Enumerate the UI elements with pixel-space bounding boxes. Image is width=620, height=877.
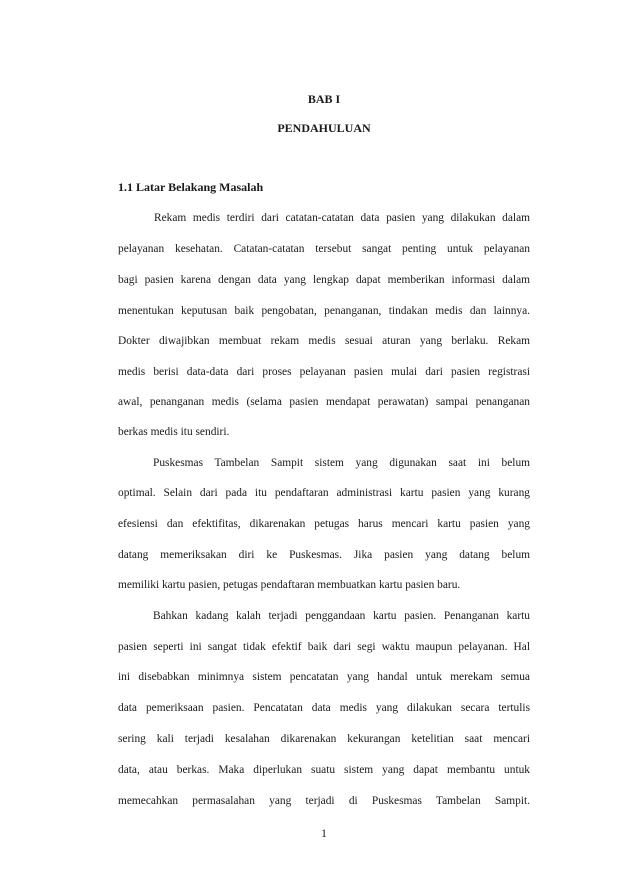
text-line: data pemeriksaan pasien. Pencatatan data medis yang dilakukan secara tertulis (118, 702, 530, 714)
text-line: datang memeriksakan diri ke Puskesmas. Jika pasien yang datang belum (118, 549, 530, 561)
text-line: data, atau berkas. Maka diperlukan suatu sistem yang dapat membantu untuk (118, 764, 530, 776)
text-line: optimal. Selain dari pada itu pendaftaran administrasi kartu pasien yang kurang (118, 487, 530, 499)
chapter-number: BAB I (307, 92, 341, 106)
page-number: 1 (321, 826, 327, 840)
text-line: awal, penanganan medis (selama pasien mendapat perawatan) sampai penanganan (118, 396, 530, 408)
text-line: menentukan keputusan baik pengobatan, penanganan, tindakan medis dan lainnya. (118, 305, 530, 317)
text-line: memiliki kartu pasien, petugas pendaftaran membuatkan kartu pasien baru. (118, 579, 461, 591)
section-title: 1.1 Latar Belakang Masalah (118, 180, 264, 194)
text-line: Bahkan kadang kalah terjadi penggandaan kartu pasien. Penanganan kartu (153, 610, 530, 622)
text-line: Puskesmas Tambelan Sampit sistem yang digunakan saat ini belum (153, 457, 530, 469)
text-line: ini disebabkan minimnya sistem pencatatan yang handal untuk merekam semua (118, 671, 530, 683)
text-line: pelayanan kesehatan. Catatan-catatan tersebut sangat penting untuk pelayanan (118, 243, 530, 255)
text-line: berkas medis itu sendiri. (118, 426, 230, 438)
text-line: pasien seperti ini sangat tidak efektif baik dari segi waktu maupun pelayanan. Hal (118, 641, 530, 653)
text-line: Dokter diwajibkan membuat rekam medis sesuai aturan yang berlaku. Rekam (118, 335, 530, 347)
chapter-title: PENDAHULUAN (277, 121, 371, 135)
text-line: bagi pasien karena dengan data yang lengkap dapat memberikan informasi dalam (118, 274, 530, 286)
text-line: memecahkan permasalahan yang terjadi di Puskesmas Tambelan Sampit. (118, 795, 530, 807)
text-line: Rekam medis terdiri dari catatan-catatan data pasien yang dilakukan dalam (154, 212, 530, 224)
text-line: sering kali terjadi kesalahan dikarenakan kekurangan ketelitian saat mencari (118, 733, 530, 745)
text-line: medis berisi data-data dari proses pelayanan pasien mulai dari pasien registrasi (118, 366, 530, 378)
text-line: efesiensi dan efektifitas, dikarenakan petugas harus mencari kartu pasien yang (118, 518, 530, 530)
